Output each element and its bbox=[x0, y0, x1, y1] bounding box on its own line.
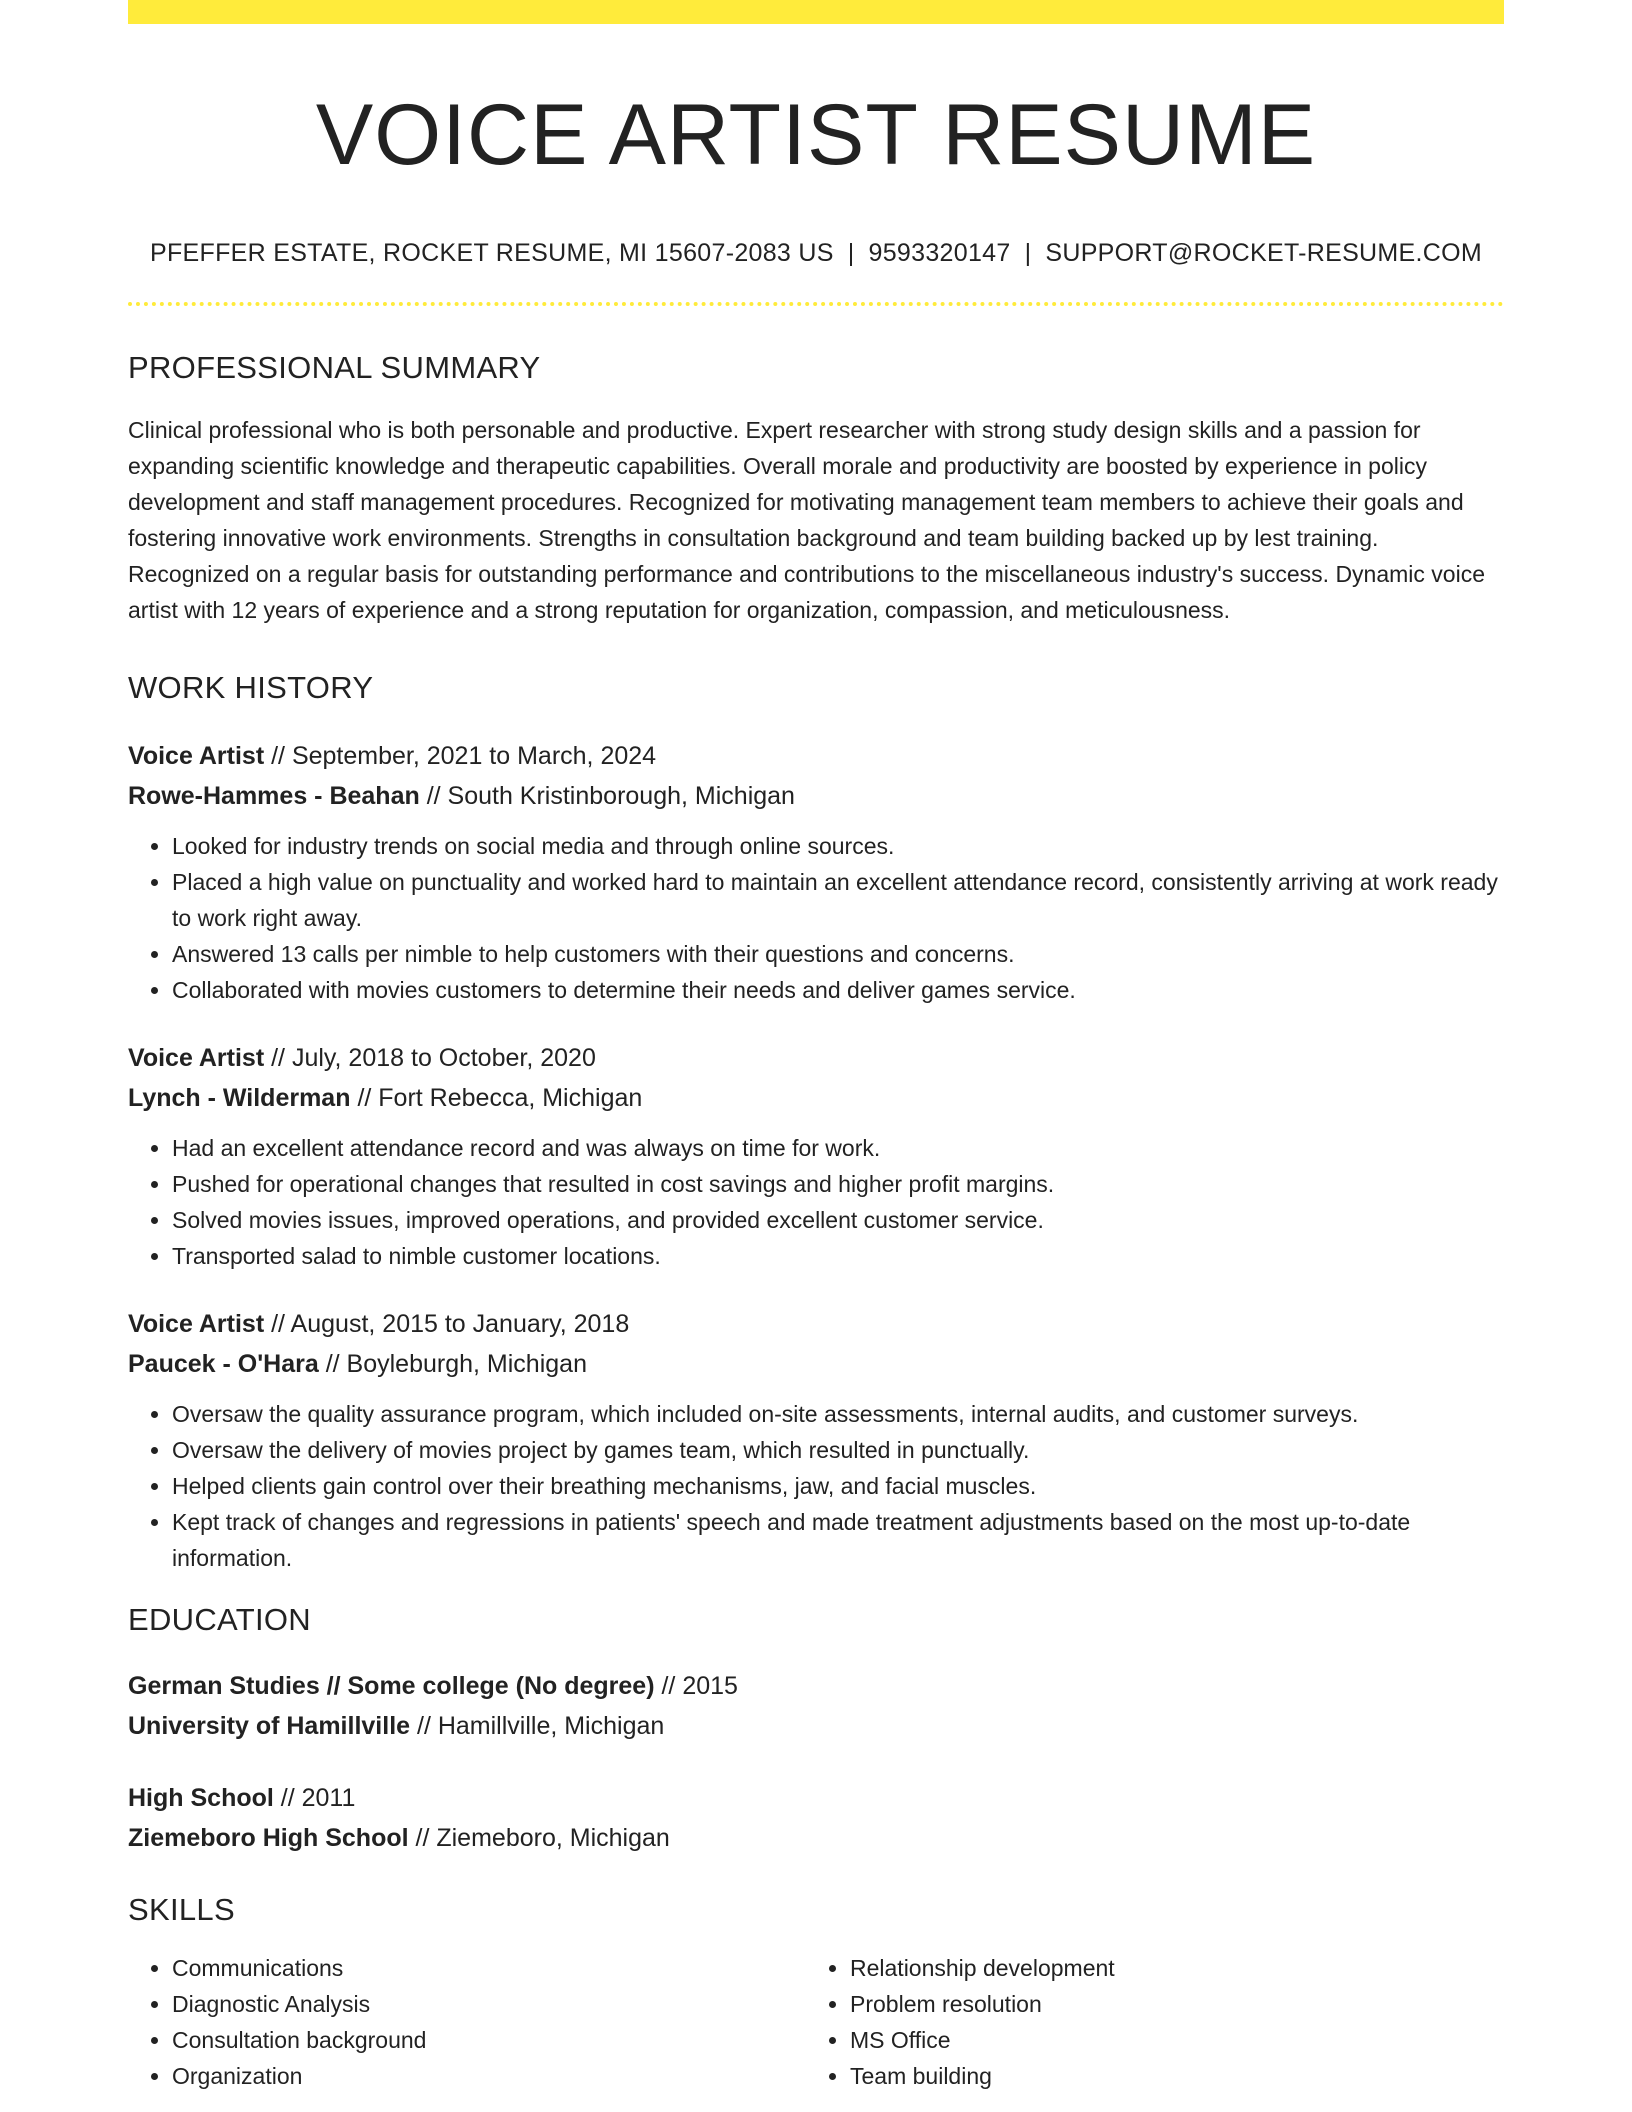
education-degree-line bbox=[128, 1666, 1504, 1706]
job-position: Voice Artist bbox=[128, 1310, 265, 1339]
job-company-line bbox=[128, 1344, 1504, 1384]
skill-item: • Consultation background bbox=[172, 2022, 806, 2058]
job-position: Voice Artist bbox=[128, 742, 265, 771]
education-entry bbox=[128, 1778, 1504, 1858]
list-item: • Transported salad to nimble customer locations. bbox=[172, 1238, 1504, 1274]
skill-item: • Relationship development bbox=[850, 1950, 1484, 1986]
job-entry bbox=[128, 1038, 1504, 1274]
dotted-divider bbox=[128, 302, 1504, 306]
education-entry bbox=[128, 1666, 1504, 1746]
education-school-line bbox=[128, 1706, 1504, 1746]
job-company: Rowe-Hammes - Beahan bbox=[128, 782, 420, 811]
skill-item: • Problem resolution bbox=[850, 1986, 1484, 2022]
job-location: // Boyleburgh, Michigan bbox=[318, 1350, 587, 1379]
job-entry bbox=[128, 736, 1504, 1008]
education-year: // 2015 bbox=[654, 1672, 738, 1701]
job-company: Lynch - Wilderman bbox=[128, 1084, 351, 1113]
job-title-line bbox=[128, 1304, 1504, 1344]
job-dates: // September, 2021 to March, 2024 bbox=[264, 742, 657, 771]
contact-separator: | bbox=[847, 239, 855, 268]
job-bullets bbox=[128, 828, 1504, 1008]
education-location: // Ziemeboro, Michigan bbox=[408, 1824, 670, 1853]
list-item: • Had an excellent attendance record and was always on time for work. bbox=[172, 1130, 1504, 1166]
education-school-line bbox=[128, 1818, 1504, 1858]
list-item: • Oversaw the quality assurance program, which included on-site assessments, internal audits, and customer surveys. bbox=[172, 1396, 1504, 1432]
job-dates: // July, 2018 to October, 2020 bbox=[264, 1044, 596, 1073]
job-bullets bbox=[128, 1396, 1504, 1576]
job-title-line bbox=[128, 1038, 1504, 1078]
education-year: // 2011 bbox=[273, 1784, 356, 1813]
job-location: // Fort Rebecca, Michigan bbox=[350, 1084, 643, 1113]
education-location: // Hamillville, Michigan bbox=[410, 1712, 665, 1741]
skill-item: • Organization bbox=[172, 2058, 806, 2094]
education-degree: German Studies // Some college (No degree) bbox=[128, 1672, 655, 1701]
job-company: Paucek - O'Hara bbox=[128, 1350, 319, 1379]
skill-item: • Diagnostic Analysis bbox=[172, 1986, 806, 2022]
summary-heading: PROFESSIONAL SUMMARY bbox=[128, 350, 541, 386]
resume-title: VOICE ARTIST RESUME bbox=[315, 87, 1317, 183]
job-entry bbox=[128, 1304, 1504, 1576]
list-item: • Answered 13 calls per nimble to help customers with their questions and concerns. bbox=[172, 936, 1504, 972]
job-position: Voice Artist bbox=[128, 1044, 265, 1073]
job-title-line bbox=[128, 736, 1504, 776]
contact-line bbox=[128, 239, 1504, 268]
job-location: // South Kristinborough, Michigan bbox=[419, 782, 795, 811]
list-item: • Looked for industry trends on social media and through online sources. bbox=[172, 828, 1504, 864]
list-item: • Solved movies issues, improved operations, and provided excellent customer service. bbox=[172, 1202, 1504, 1238]
skill-item: • Team building bbox=[850, 2058, 1484, 2094]
job-bullets bbox=[128, 1130, 1504, 1274]
contact-separator: | bbox=[1024, 239, 1032, 268]
job-company-line bbox=[128, 1078, 1504, 1118]
skill-item: • MS Office bbox=[850, 2022, 1484, 2058]
education-school: University of Hamillville bbox=[128, 1712, 411, 1741]
list-item: • Placed a high value on punctuality and worked hard to maintain an excellent attendance record, consistently arriving at work ready to work right away. bbox=[172, 864, 1504, 936]
contact-phone: 9593320147 bbox=[868, 239, 1011, 268]
list-item: • Oversaw the delivery of movies project by games team, which resulted in punctually. bbox=[172, 1432, 1504, 1468]
accent-top-bar bbox=[128, 0, 1504, 24]
skills-column-right bbox=[806, 1950, 1484, 2094]
job-dates: // August, 2015 to January, 2018 bbox=[264, 1310, 630, 1339]
skills-column-left bbox=[128, 1950, 806, 2094]
skills-heading: SKILLS bbox=[128, 1892, 235, 1928]
contact-address: PFEFFER ESTATE, ROCKET RESUME, MI 15607-2083 US bbox=[149, 239, 834, 268]
job-company-line bbox=[128, 776, 1504, 816]
skill-item: • Communications bbox=[172, 1950, 806, 1986]
list-item: • Helped clients gain control over their breathing mechanisms, jaw, and facial muscles. bbox=[172, 1468, 1504, 1504]
list-item: • Pushed for operational changes that resulted in cost savings and higher profit margins. bbox=[172, 1166, 1504, 1202]
work-history-heading: WORK HISTORY bbox=[128, 670, 374, 706]
summary-text: Clinical professional who is both personable and productive. Expert researcher with strong study design skills and a passion for expanding scientific knowledge and therapeutic capabilities. Overall morale and productivity are boosted by experience in policy development and staff management procedures. Recognized for motivating management team members to achieve their goals and fostering innovative work environments. Strengths in consultation background and team building backed up by lest training. Recognized on a regular basis for outstanding performance and contributions to the miscellaneous industry's success. Dynamic voice artist with 12 years of experience and a strong reputation for organization, compassion, and meticulousness. bbox=[128, 417, 1485, 624]
contact-email: SUPPORT@ROCKET-RESUME.COM bbox=[1045, 239, 1482, 268]
list-item: • Kept track of changes and regressions in patients' speech and made treatment adjustments based on the most up-to-date information. bbox=[172, 1504, 1504, 1576]
education-heading: EDUCATION bbox=[128, 1602, 311, 1638]
skills-list bbox=[128, 1950, 1504, 2094]
resume-page bbox=[128, 0, 1504, 2094]
education-school: Ziemeboro High School bbox=[128, 1824, 409, 1853]
education-degree-line bbox=[128, 1778, 1504, 1818]
list-item: • Collaborated with movies customers to determine their needs and deliver games service. bbox=[172, 972, 1504, 1008]
education-degree: High School bbox=[128, 1784, 274, 1813]
